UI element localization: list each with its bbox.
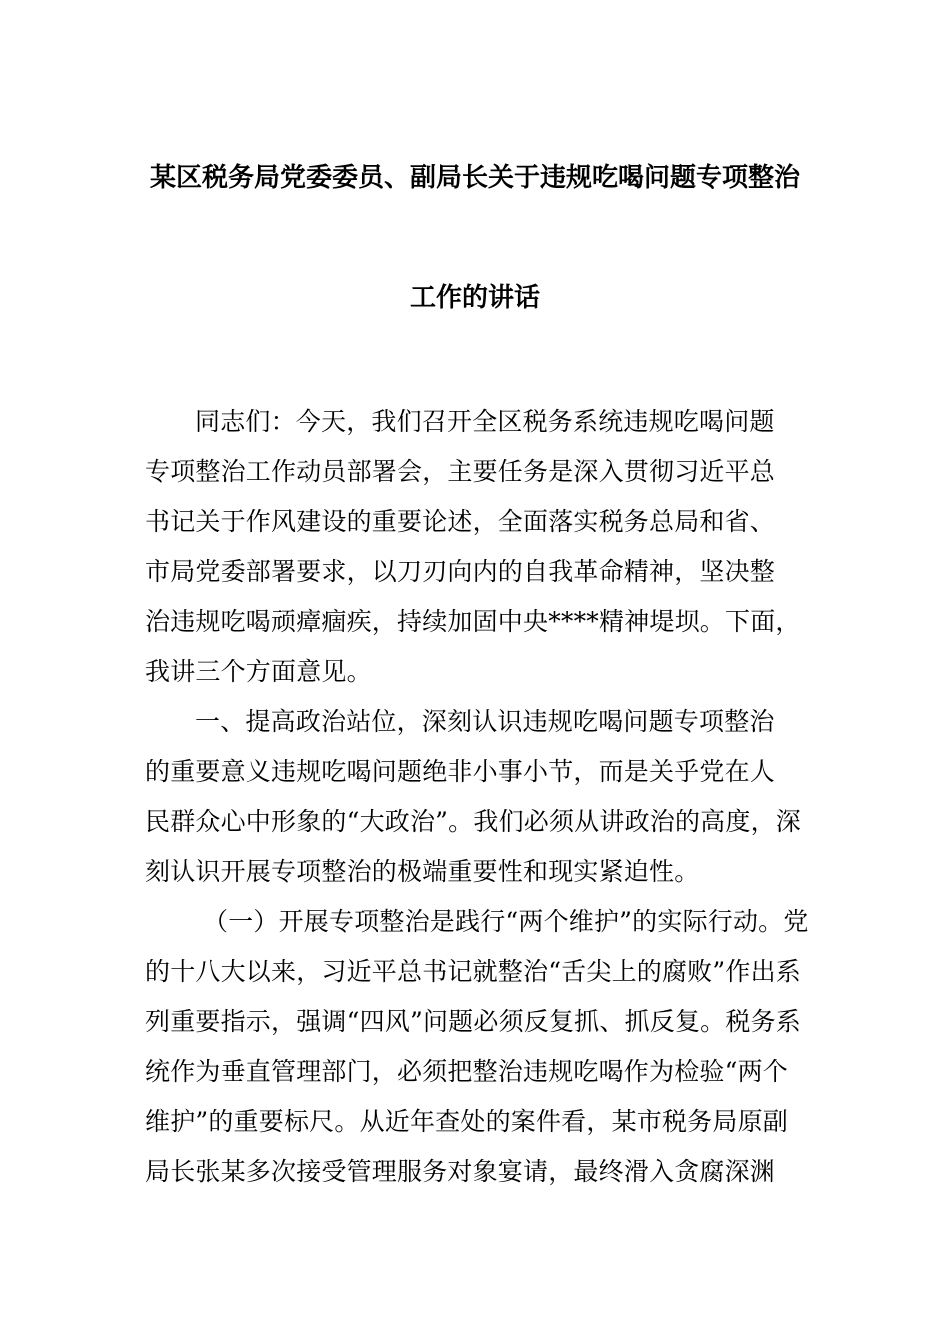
paragraph-1-line-6: 我讲三个方面意见。 [145,657,372,686]
paragraph-2-line-2: 的重要意义违规吃喝问题绝非小事小节，而是关乎党在人 [145,757,776,786]
paragraph-3-line-2: 的十八大以来，习近平总书记就整治“舌尖上的腐败”作出系 [145,957,801,986]
paragraph-3-line-6: 局长张某多次接受管理服务对象宴请，最终滑入贪腐深渊 [145,1157,776,1186]
document-title-line-2: 工作的讲话 [409,283,540,313]
document-title-line-1: 某区税务局党委委员、副局长关于违规吃喝问题专项整治 [149,163,800,193]
paragraph-1-line-3: 书记关于作风建设的重要论述，全面落实税务总局和省、 [145,507,776,536]
paragraph-1-line-2: 专项整治工作动员部署会，主要任务是深入贯彻习近平总 [145,457,776,486]
paragraph-1-line-4: 市局党委部署要求，以刀刃向内的自我革命精神，坚决整 [145,557,776,586]
paragraph-3-line-5: 维护”的重要标尺。从近年查处的案件看，某市税务局原副 [145,1107,788,1136]
paragraph-2-line-4: 刻认识开展专项整治的极端重要性和现实紧迫性。 [145,857,700,886]
paragraph-3-line-4: 统作为垂直管理部门，必须把整治违规吃喝作为检验“两个 [145,1057,788,1086]
paragraph-1-line-1: 同志们：今天，我们召开全区税务系统违规吃喝问题 [195,407,775,436]
paragraph-2-line-3: 民群众心中形象的“大政治”。我们必须从讲政治的高度，深 [145,807,801,836]
paragraph-1-line-5: 治违规吃喝顽瘴痼疾，持续加固中央****精神堤坝。下面， [145,607,801,636]
paragraph-3-line-1: （一）开展专项整治是践行“两个维护”的实际行动。党 [203,907,809,936]
paragraph-2-line-1: 一、提高政治站位，深刻认识违规吃喝问题专项整治 [195,707,775,736]
paragraph-3-line-3: 列重要指示，强调“四风”问题必须反复抓、抓反复。税务系 [145,1007,801,1036]
